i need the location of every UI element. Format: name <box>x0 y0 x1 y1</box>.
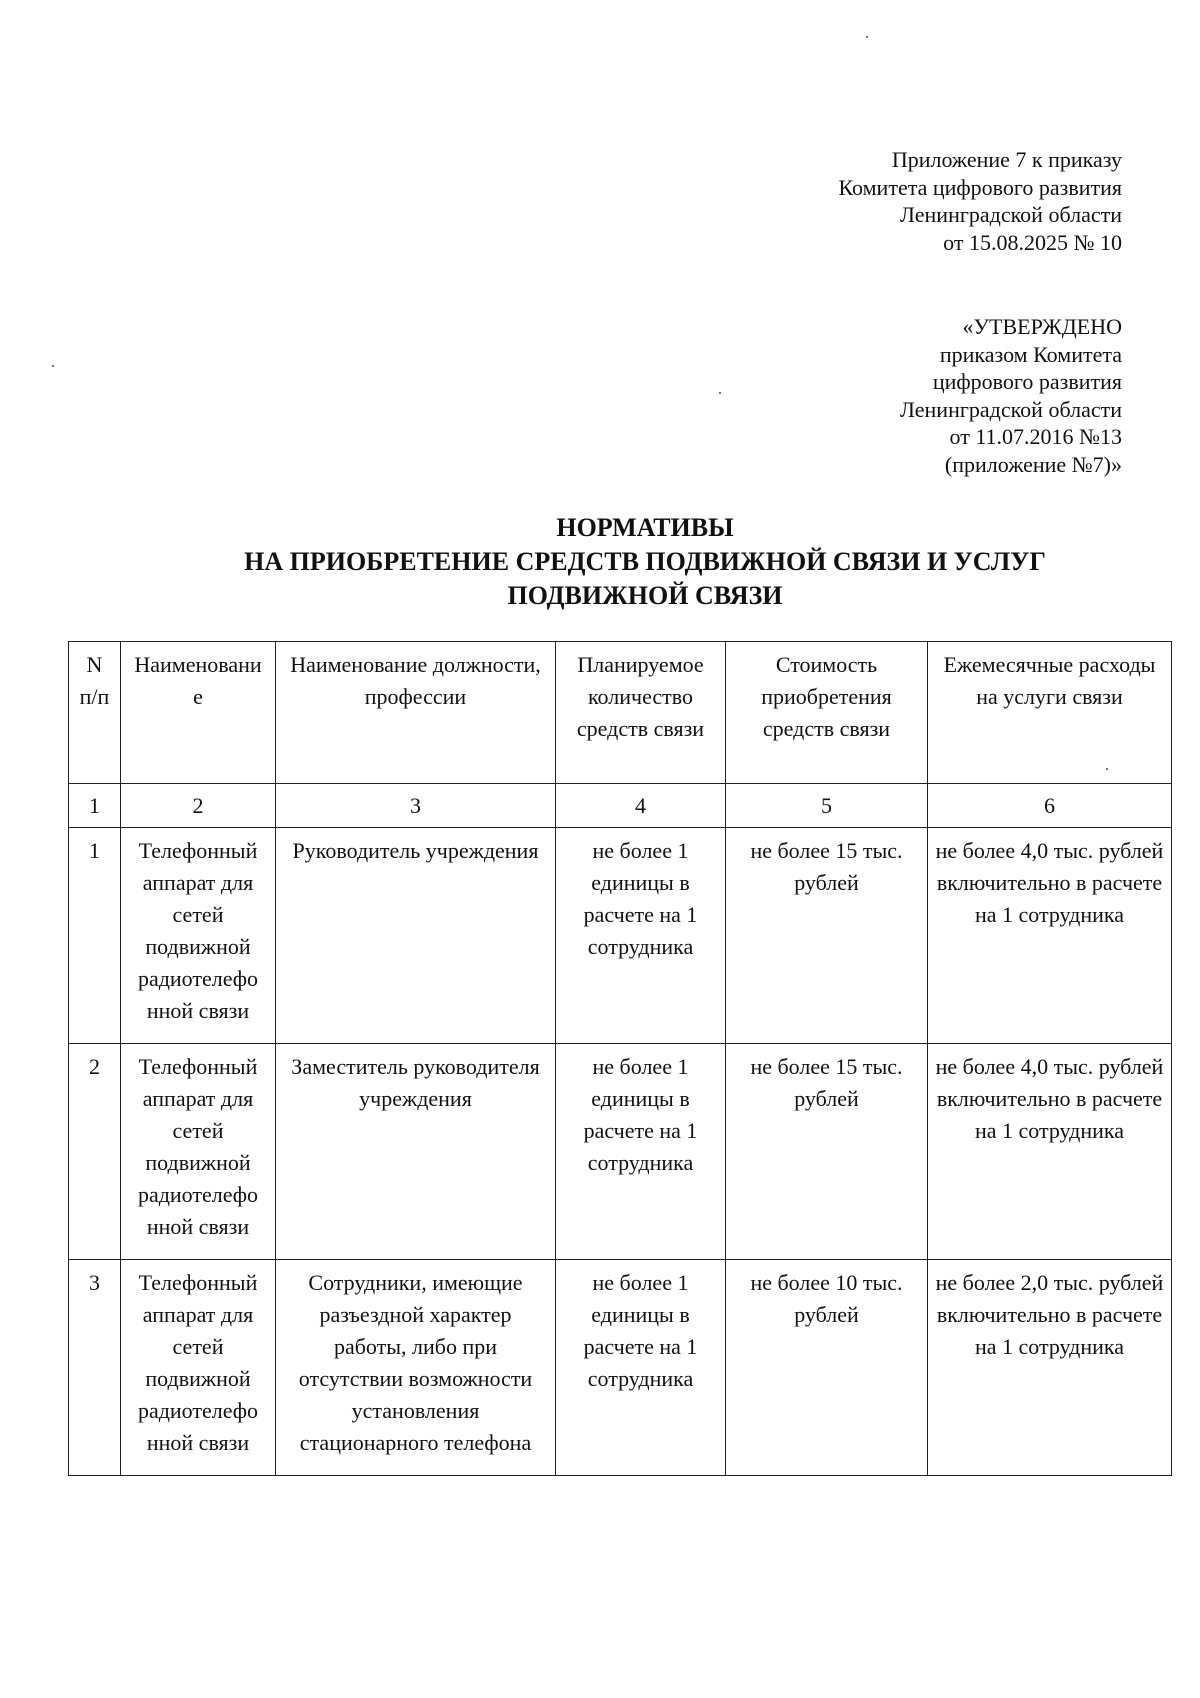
approved-line: «УТВЕРЖДЕНО <box>962 314 1122 339</box>
approved-line: от 11.07.2016 №13 <box>949 424 1122 449</box>
header-cell-position: Наименование должности, профессии <box>276 642 556 784</box>
column-number-cell: 1 <box>69 784 121 828</box>
table-row <box>69 828 1172 1044</box>
purchase-cost-cell: не более 15 тыс. рублей <box>726 1044 928 1260</box>
norms-table <box>68 641 1172 1476</box>
item-name-cell: Телефонный аппарат для сетей подвижной радиотелефо нной связи <box>121 1044 276 1260</box>
purchase-cost-cell: не более 10 тыс. рублей <box>726 1260 928 1476</box>
appendix-line: Комитета цифрового развития <box>838 174 1122 200</box>
appendix-line: от 15.08.2025 № 10 <box>943 229 1122 255</box>
column-number-cell: 5 <box>726 784 928 828</box>
document-title <box>60 511 1200 613</box>
column-number-cell: 4 <box>556 784 726 828</box>
approved-line: цифрового развития <box>932 369 1122 394</box>
column-number-row <box>69 784 1172 828</box>
appendix-line: Ленинградской области <box>900 202 1122 227</box>
table-row <box>69 1260 1172 1476</box>
row-number-cell: 3 <box>69 1260 121 1476</box>
title-line: ПОДВИЖНОЙ СВЯЗИ <box>507 581 783 610</box>
position-cell: Сотрудники, имеющие разъездной характер работы, либо при отсутствии возможности установления стационарного телефона <box>276 1260 556 1476</box>
title-line: НА ПРИОБРЕТЕНИЕ СРЕДСТВ ПОДВИЖНОЙ СВЯЗИ И УСЛУГ <box>244 547 1046 576</box>
monthly-expenses-cell: не более 4,0 тыс. рублей включительно в расчете на 1 сотрудника <box>928 828 1172 1044</box>
purchase-cost-cell: не более 15 тыс. рублей <box>726 828 928 1044</box>
monthly-expenses-cell: не более 4,0 тыс. рублей включительно в расчете на 1 сотрудника <box>928 1044 1172 1260</box>
position-cell: Заместитель руководителя учреждения <box>276 1044 556 1260</box>
row-number-cell: 1 <box>69 828 121 1044</box>
quantity-cell: не более 1 единицы в расчете на 1 сотрудника <box>556 828 726 1044</box>
approved-line: Ленинградской области <box>900 396 1122 422</box>
item-name-cell: Телефонный аппарат для сетей подвижной радиотелефо нной связи <box>121 828 276 1044</box>
column-number-cell: 2 <box>121 784 276 828</box>
header-cell-monthly-expenses: Ежемесячные расходы на услуги связи <box>928 642 1172 784</box>
appendix-line: Приложение 7 к приказу <box>891 147 1122 172</box>
row-number-cell: 2 <box>69 1044 121 1260</box>
scan-speck <box>719 392 721 394</box>
title-line: НОРМАТИВЫ <box>556 513 734 542</box>
header-cell-purchase-cost: Стоимость приобретения средств связи <box>726 642 928 784</box>
item-name-cell: Телефонный аппарат для сетей подвижной радиотелефо нной связи <box>121 1260 276 1476</box>
table-header-row <box>69 642 1172 784</box>
appendix-reference <box>838 146 1122 256</box>
position-cell: Руководитель учреждения <box>276 828 556 1044</box>
header-cell-quantity: Планируемое количество средств связи <box>556 642 726 784</box>
column-number-cell: 3 <box>276 784 556 828</box>
quantity-cell: не более 1 единицы в расчете на 1 сотрудника <box>556 1044 726 1260</box>
scan-speck <box>866 36 868 38</box>
table-row <box>69 1044 1172 1260</box>
approval-stamp-text <box>900 313 1122 478</box>
quantity-cell: не более 1 единицы в расчете на 1 сотрудника <box>556 1260 726 1476</box>
header-cell-item-name: Наименовани е <box>121 642 276 784</box>
header-cell-number: N п/п <box>69 642 121 784</box>
approved-line: приказом Комитета <box>939 341 1122 367</box>
column-number-cell: 6 <box>928 784 1172 828</box>
approved-line: (приложение №7)» <box>944 451 1122 477</box>
scan-speck <box>52 365 54 367</box>
monthly-expenses-cell: не более 2,0 тыс. рублей включительно в расчете на 1 сотрудника <box>928 1260 1172 1476</box>
